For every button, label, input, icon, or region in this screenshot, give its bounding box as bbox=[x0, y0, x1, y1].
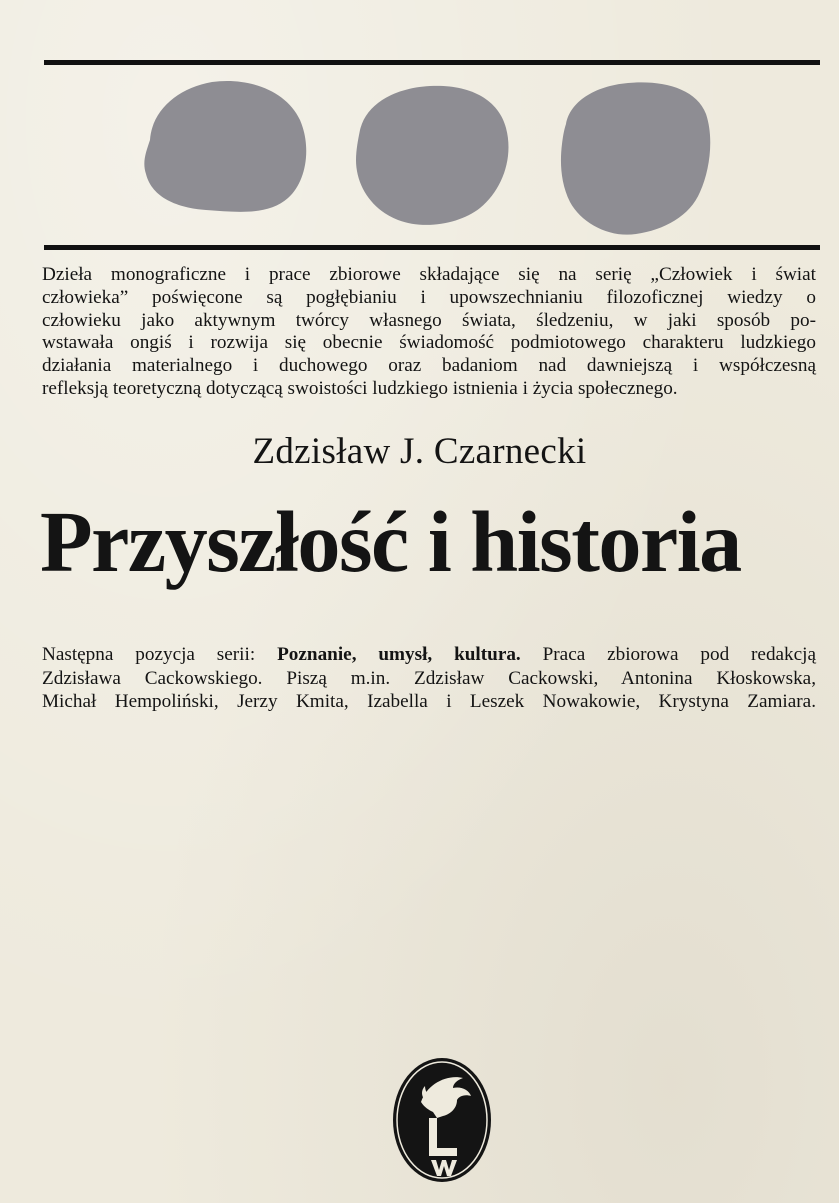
next-in-series bbox=[42, 643, 816, 714]
series-description-line: refleksją teoretyczną dotyczącą swoistości ludzkiego istnienia i życia społecznego. bbox=[42, 377, 678, 399]
next-in-series-line-2: Zdzisława Cackowskiego. Piszą m.in. Zdzisław Cackowski, Antonina Kłoskowska, bbox=[42, 667, 816, 689]
svg-text:LW: LW bbox=[441, 1182, 443, 1183]
top-rule bbox=[44, 60, 820, 65]
next-in-series-prefix: Następna pozycja serii: bbox=[42, 644, 256, 665]
next-in-series-line-1 bbox=[42, 643, 816, 667]
gray-blob-left bbox=[144, 81, 306, 212]
next-in-series-suffix: Praca zbiorowa pod redakcją bbox=[542, 644, 817, 665]
series-description-line: człowieku jako aktywnym twórcy własnego świata, śledzeniu, w jaki sposób po- bbox=[42, 309, 816, 331]
three-gray-blobs bbox=[0, 70, 839, 245]
next-title: Poznanie, umysł, kultura. bbox=[277, 644, 521, 665]
gray-blob-right bbox=[561, 82, 710, 234]
series-description-line: człowieka” poświęcone są pogłębianiu i upowszechnianiu filozoficznej wiedzy o bbox=[42, 286, 816, 308]
publisher-logo bbox=[391, 1056, 493, 1184]
bottom-rule bbox=[44, 245, 820, 250]
gray-blob-middle bbox=[356, 86, 508, 225]
author-name: Zdzisław J. Czarnecki bbox=[252, 431, 587, 472]
series-description-line: Dzieła monograficzne i prace zbiorowe składające się na serię „Człowiek i świat bbox=[42, 264, 816, 285]
series-description-line: działania materialnego i duchowego oraz badaniom nad dawniejszą i współczesną bbox=[42, 355, 816, 377]
next-in-series-line-3: Michał Hempoliński, Jerzy Kmita, Izabella i Leszek Nowakowie, Krystyna Zamiara. bbox=[42, 691, 816, 712]
book-title: Przyszłość i historia bbox=[40, 493, 741, 590]
series-description-line: wstawała ongiś i rozwija się obecnie świadomość podmiotowego charakteru ludzkiego bbox=[42, 332, 816, 354]
series-description bbox=[42, 264, 816, 401]
